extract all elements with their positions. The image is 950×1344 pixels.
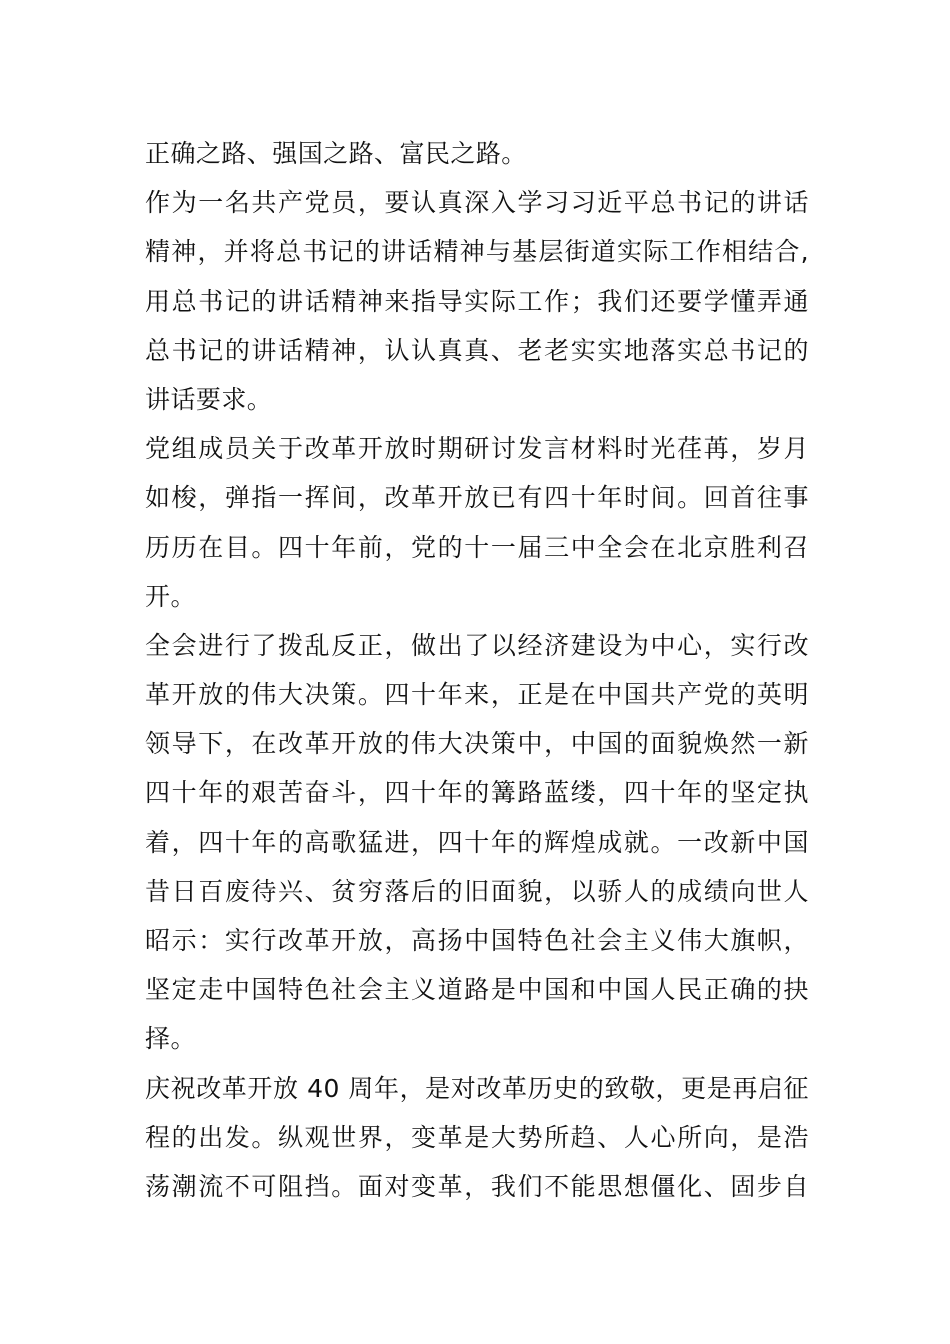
text-line: 择。 (145, 1024, 196, 1054)
text-line: 如梭，弹指一挥间，改革开放已有四十年时间。回首往事 (145, 483, 809, 513)
text-line: 着，四十年的高歌猛进，四十年的辉煌成就。一改新中国 (145, 827, 809, 857)
document-body (145, 129, 809, 1211)
text-line: 荡潮流不可阻挡。面对变革，我们不能思想僵化、固步自 (145, 1171, 809, 1201)
text-line: 程的出发。纵观世界，变革是大势所趋、人心所向，是浩 (145, 1122, 809, 1152)
text-line: 用总书记的讲话精神来指导实际工作；我们还要学懂弄通 (145, 286, 809, 316)
text-line: 全会进行了拨乱反正，做出了以经济建设为中心，实行改 (145, 630, 809, 660)
text-line: 党组成员关于改革开放时期研讨发言材料时光荏苒，岁月 (145, 434, 809, 464)
text-line: 四十年的艰苦奋斗，四十年的篝路蓝缕，四十年的坚定执 (145, 778, 809, 808)
text-line: 讲话要求。 (145, 384, 273, 414)
text-line: 正确之路、强国之路、富民之路。 (145, 139, 527, 168)
text-line: 庆祝改革开放 40 周年，是对改革历史的致敬，更是再启征 (145, 1073, 809, 1103)
text-line: 昭示：实行改革开放，高扬中国特色社会主义伟大旗帜， (145, 926, 809, 955)
text-line: 历历在目。四十年前，党的十一届三中全会在北京胜利召 (145, 532, 809, 562)
text-line: 领导下，在改革开放的伟大决策中，中国的面貌焕然一新 (145, 729, 809, 759)
text-line: 总书记的讲话精神，认认真真、老老实实地落实总书记的 (145, 335, 809, 365)
text-line: 精神，并将总书记的讲话精神与基层街道实际工作相结合, (145, 237, 809, 267)
text-line: 坚定走中国特色社会主义道路是中国和中国人民正确的抉 (145, 975, 809, 1005)
text-line: 作为一名共产党员，要认真深入学习习近平总书记的讲话 (145, 188, 809, 218)
text-line: 革开放的伟大决策。四十年来，正是在中国共产党的英明 (145, 680, 809, 710)
text-line: 昔日百废待兴、贫穷落后的旧面貌，以骄人的成绩向世人 (145, 876, 809, 906)
text-line: 开。 (145, 581, 196, 611)
